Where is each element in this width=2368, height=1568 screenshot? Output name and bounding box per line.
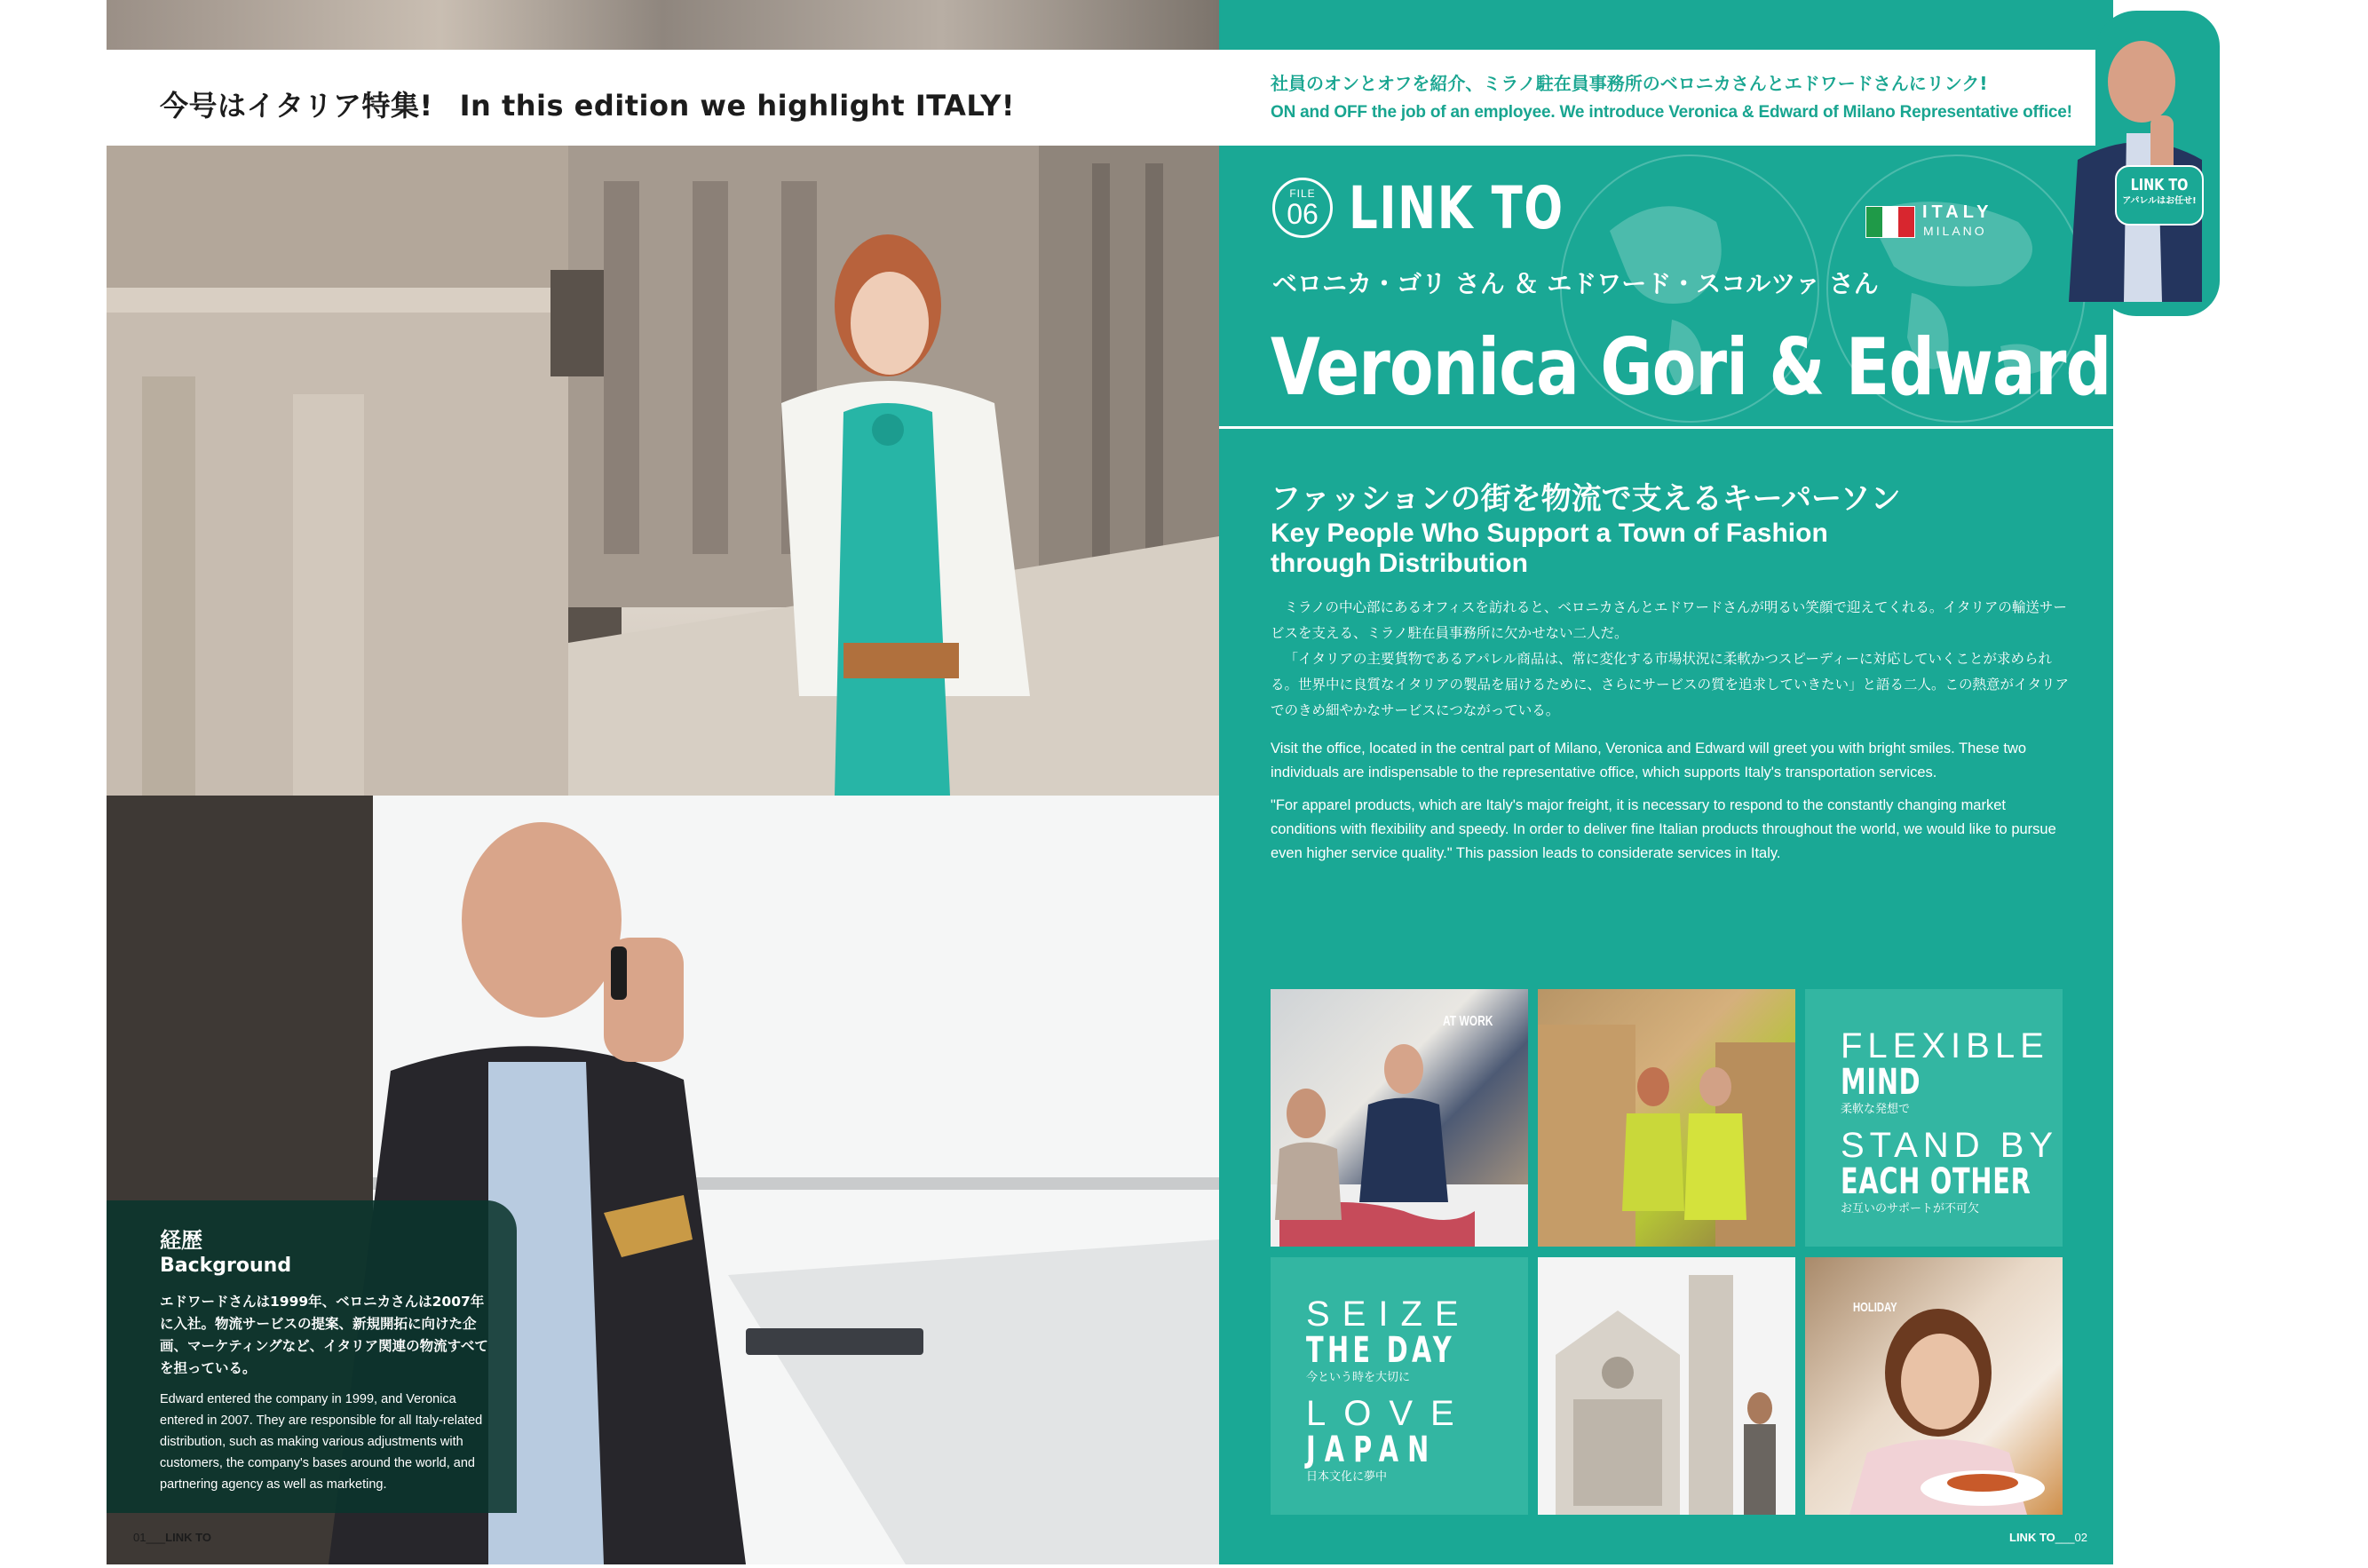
background-body-en: Edward entered the company in 1999, and Veronica entered in 2007. They are responsible for all Italy-related distribution, such as making various adjustments with customers, the company's bases around the world, and partnering agency as well as marketing. [160, 1392, 483, 1492]
intro-en: ON and OFF the job of an employee. We introduce Veronica & Edward of Milano Representative office! [1271, 103, 2072, 122]
flexible-label: FLEXIBLE [1841, 1026, 2049, 1065]
headline-bar [107, 50, 1219, 146]
intro-jp: 社員のオンとオフを紹介、ミラノ駐在員事務所のベロニカさんとエドワードさんにリンク! [1271, 73, 1988, 94]
intro-bar [1219, 50, 2113, 146]
folio-left: 01___LINK TO [133, 1531, 211, 1544]
tile-flexible-mind [1805, 989, 2063, 1247]
series-title: LINK TO [1349, 174, 1564, 242]
divider-line [1219, 426, 2113, 429]
stand-by-label: STAND BY [1841, 1126, 2059, 1165]
background-title-jp: 経歴 [160, 1228, 202, 1253]
japan-jp-label: 日本文化に夢中 [1306, 1470, 1388, 1484]
veronica-photo-illustration [107, 146, 1219, 796]
veronica-photo [107, 146, 1219, 796]
corner-badge [2115, 165, 2204, 226]
holiday-illustration [1805, 1257, 2063, 1515]
country-label: ITALY [1922, 202, 1993, 222]
body-en-paragraph-2: "For apparel products, which are Italy's major freight, it is necessary to respond to the constantly changing market conditions with flexibility and speedy. In order to deliver fine Italian products throughout the world, we would like to pursue even higher service quality." This passion leads to considerate services in Italy. [1271, 797, 2056, 861]
names-jp: ベロニカ・ゴリ さん ＆ エドワード・スコルツァ さん [1272, 269, 1879, 298]
body-jp [1271, 595, 2070, 724]
body-en [1271, 737, 2070, 875]
names-en: Veronica Gori & Edward Scorza [1271, 321, 2368, 413]
the-day-jp-label: 今という時を大切に [1306, 1371, 1411, 1384]
folio-left-number: 01 [133, 1531, 147, 1544]
tile-holiday-photo [1805, 1257, 2063, 1515]
love-label: LOVE [1306, 1394, 1472, 1433]
folio-left-label: LINK TO [165, 1531, 211, 1544]
folio-right-number: 02 [2074, 1531, 2087, 1544]
headline-jp: 今号はイタリア特集! [160, 89, 433, 123]
file-number-badge [1272, 178, 1333, 238]
background-title-en: Background [160, 1255, 292, 1277]
tile-warehouse-photo [1538, 989, 1795, 1247]
each-other-label: EACH OTHER [1841, 1161, 2031, 1202]
body-en-paragraph-1: Visit the office, located in the central part of Milano, Veronica and Edward will greet you with bright smiles. These two individuals are indispensable to the representative office, which supports Italy's transportation services. [1271, 740, 2027, 780]
background-box [107, 1200, 517, 1513]
tile-at-work-photo [1271, 989, 1528, 1247]
folio-right-label: LINK TO [2009, 1531, 2055, 1544]
each-other-jp-label: お互いのサポートが不可欠 [1841, 1202, 1980, 1216]
headline-en: In this edition we highlight ITALY! [459, 89, 1016, 123]
duomo-illustration [1538, 1257, 1795, 1515]
subtitle-jp: ファッションの街を物流で支えるキーパーソン [1271, 481, 1901, 517]
at-work-label: AT WORK [1443, 1014, 1493, 1029]
seize-label: SEIZE [1306, 1295, 1471, 1334]
holiday-label: HOLIDAY [1853, 1300, 1897, 1315]
mind-label: MIND [1841, 1062, 1921, 1103]
subtitle-en: Key People Who Support a Town of Fashion through Distribution [1271, 519, 1828, 578]
tile-duomo-photo [1538, 1257, 1795, 1515]
tile-seize-the-day [1271, 1257, 1528, 1515]
corner-portrait [2069, 27, 2202, 302]
left-page [107, 0, 1219, 1564]
city-label: MILANO [1923, 224, 1987, 238]
background-body-jp: エドワードさんは1999年、ベロニカさんは2007年に入社。物流サービスの提案、新規開拓に向けた企画、マーケティングなど、イタリア関連の物流すべてを担っている。 [160, 1294, 488, 1376]
top-building-photo-strip [107, 0, 1219, 50]
body-jp-paragraph-1: ミラノの中心部にあるオフィスを訪れると、ベロニカさんとエドワードさんが明るい笑顔で迎えてくれる。イタリアの輸送サービスを支える、ミラノ駐在員事務所に欠かせない二人だ。 [1271, 599, 2067, 641]
body-jp-paragraph-2: 「イタリアの主要貨物であるアパレル商品は、常に変化する市場状況に柔軟かつスピーディーに対応していくことが求められる。世界中に良質なイタリアの製品を届けるために、さらにサービスの質を追求していきたい」と語る二人。この熱意がイタリアでのきめ細やかなサービスにつながっている。 [1271, 651, 2070, 718]
italy-flag-icon [1865, 206, 1915, 238]
photo-grid [1271, 989, 2070, 1515]
warehouse-illustration [1538, 989, 1795, 1247]
corner-portrait-illustration [2069, 27, 2202, 302]
file-label: FILE [1289, 187, 1316, 200]
japan-label: JAPAN [1306, 1429, 1438, 1470]
corner-badge-subtitle: アパレルはお任せ! [2122, 196, 2197, 206]
folio-right: LINK TO___02 [2009, 1531, 2087, 1544]
corner-badge-title: LINK TO [2130, 176, 2189, 194]
the-day-label: THE DAY [1306, 1330, 1455, 1371]
mind-jp-label: 柔軟な発想で [1841, 1103, 1911, 1116]
file-number: 06 [1287, 198, 1319, 230]
edition-headline [160, 83, 1015, 124]
